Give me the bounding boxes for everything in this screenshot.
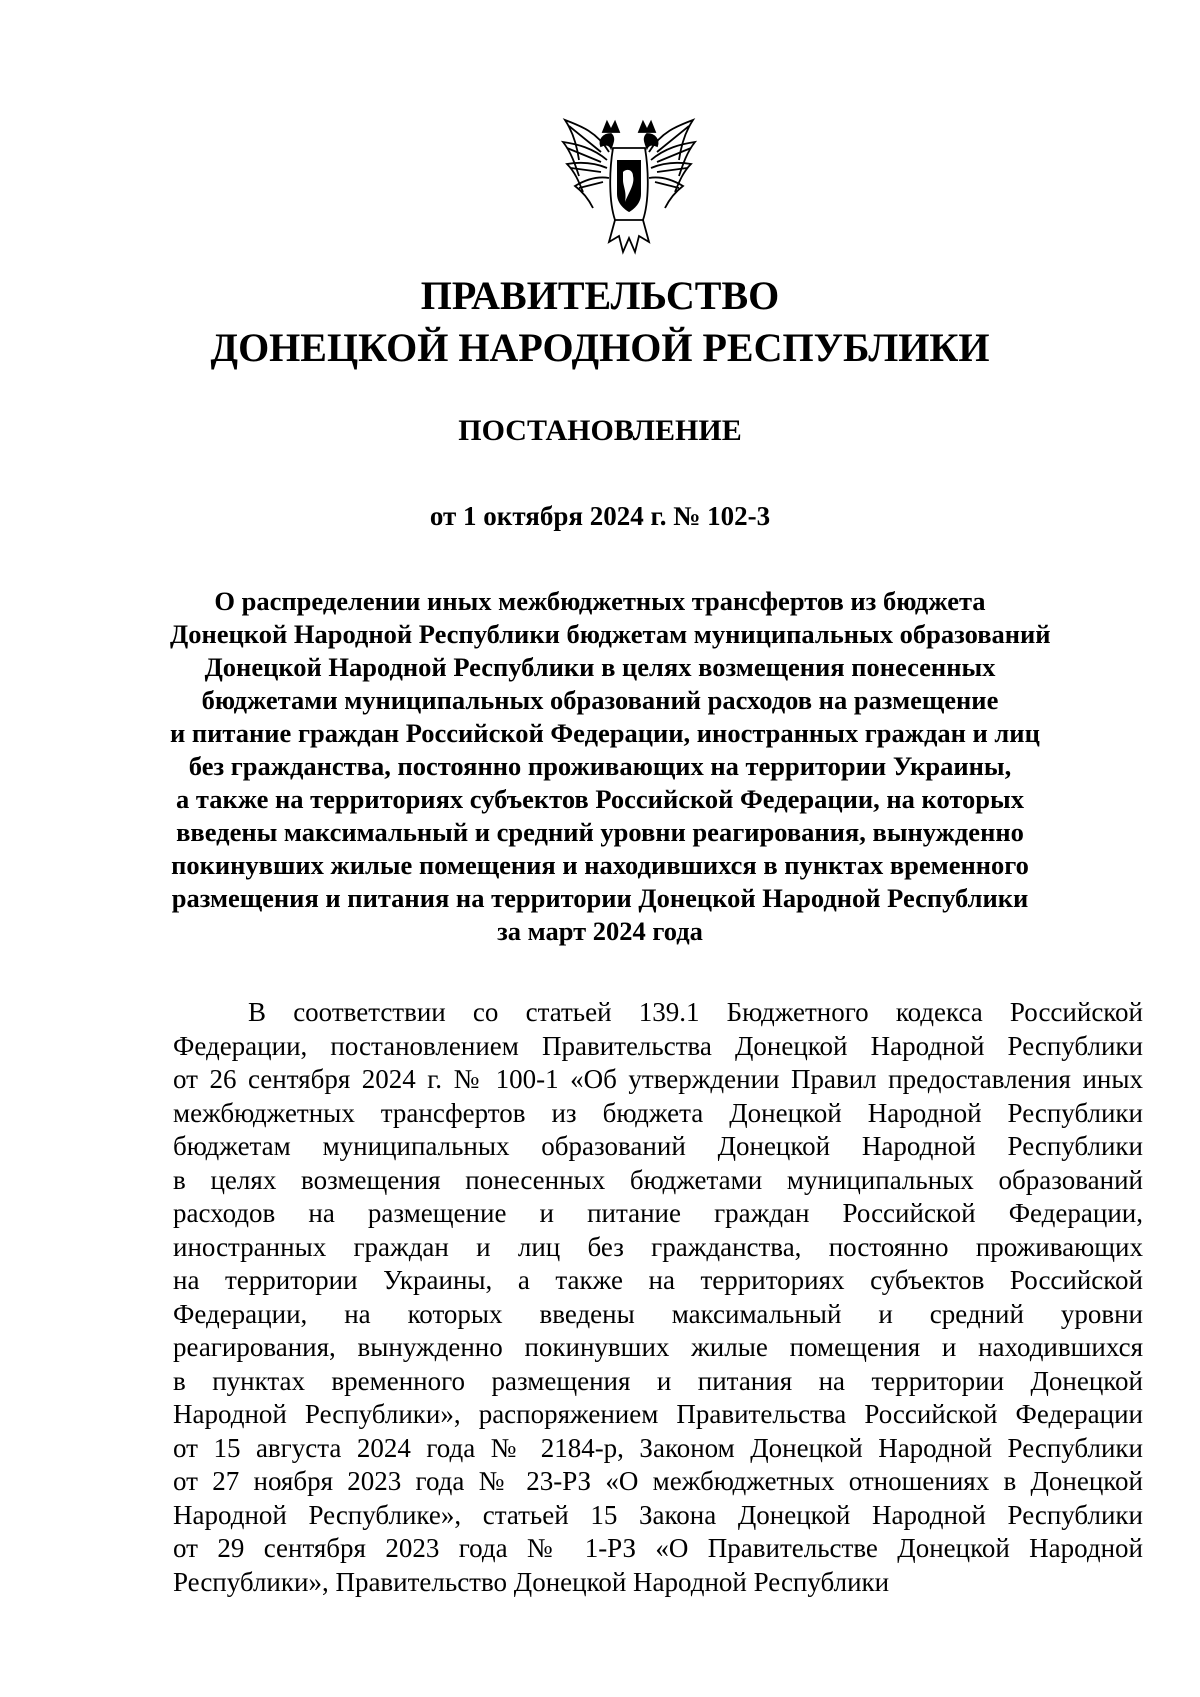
subject-line: без гражданства, постоянно проживающих на территории Украины, bbox=[188, 751, 1012, 781]
document-type: ПОСТАНОВЛЕНИЕ bbox=[458, 414, 742, 447]
subject-line: О распределении иных межбюджетных трансфертов из бюджета bbox=[214, 586, 986, 616]
body-line: В соответствии со статьей 139.1 Бюджетного кодекса Российской bbox=[248, 997, 1143, 1027]
body-line: Народной Республики», распоряжением Правительства Российской Федерации bbox=[173, 1399, 1143, 1429]
body-line: на территории Украины, а также на территориях субъектов Российской bbox=[173, 1265, 1143, 1295]
government-title-line: ДОНЕЦКОЙ НАРОДНОЙ РЕСПУБЛИКИ bbox=[210, 325, 990, 370]
body-line: Республики», Правительство Донецкой Народной Республики bbox=[173, 1566, 890, 1597]
subject-line: Донецкой Народной Республики в целях возмещения понесенных bbox=[204, 652, 996, 682]
subject-line: введены максимальный и средний уровни реагирования, вынужденно bbox=[176, 817, 1024, 847]
body-line: от 27 ноября 2023 года № 23-РЗ «О межбюджетных отношениях в Донецкой bbox=[173, 1466, 1143, 1496]
body-line: от 15 августа 2024 года № 2184-р, Законом Донецкой Народной Республики bbox=[173, 1432, 1143, 1463]
subject-line: Донецкой Народной Республики бюджетам муниципальных образований bbox=[170, 619, 1051, 649]
body-line: Народной Республике», статьей 15 Закона Донецкой Народной Республики bbox=[173, 1499, 1143, 1530]
body-line: реагирования, вынужденно покинувших жилые помещения и находившихся bbox=[173, 1332, 1143, 1362]
subject-line: покинувших жилые помещения и находившихся в пунктах временного bbox=[171, 850, 1029, 880]
body-line: расходов на размещение и питание граждан Российской Федерации, bbox=[173, 1198, 1143, 1228]
body-line: Федерации, постановлением Правительства Донецкой Народной Республики bbox=[173, 1030, 1143, 1061]
subject-line: за март 2024 года bbox=[497, 916, 703, 946]
body-line: от 29 сентября 2023 года № 1-РЗ «О Правительстве Донецкой Народной bbox=[173, 1533, 1143, 1563]
subject-line: бюджетами муниципальных образований расходов на размещение bbox=[201, 685, 999, 715]
body-line: бюджетам муниципальных образований Донецкой Народной Республики bbox=[173, 1131, 1143, 1161]
government-title bbox=[0, 270, 1200, 374]
body-line: в целях возмещения понесенных бюджетами муниципальных образований bbox=[173, 1164, 1143, 1195]
body-line: в пунктах временного размещения и питания на территории Донецкой bbox=[173, 1365, 1143, 1396]
body-line: иностранных граждан и лиц без гражданства, постоянно проживающих bbox=[173, 1231, 1143, 1262]
document-body-paragraph bbox=[173, 996, 1143, 1599]
body-line: от 26 сентября 2024 г. № 100-1 «Об утверждении Правил предоставления иных bbox=[173, 1064, 1143, 1094]
subject-line: и питание граждан Российской Федерации, иностранных граждан и лиц bbox=[170, 718, 1040, 748]
coat-of-arms-icon bbox=[557, 112, 701, 262]
document-subject bbox=[170, 585, 1051, 948]
subject-line: а также на территориях субъектов Российской Федерации, на которых bbox=[176, 784, 1024, 814]
body-line: межбюджетных трансфертов из бюджета Донецкой Народной Республики bbox=[173, 1097, 1143, 1128]
body-line: Федерации, на которых введены максимальный и средний уровни bbox=[173, 1298, 1143, 1329]
document-date-number: от 1 октября 2024 г. № 102-3 bbox=[429, 501, 771, 531]
government-title-line: ПРАВИТЕЛЬСТВО bbox=[420, 273, 780, 318]
subject-line: размещения и питания на территории Донецкой Народной Республики bbox=[171, 883, 1029, 913]
